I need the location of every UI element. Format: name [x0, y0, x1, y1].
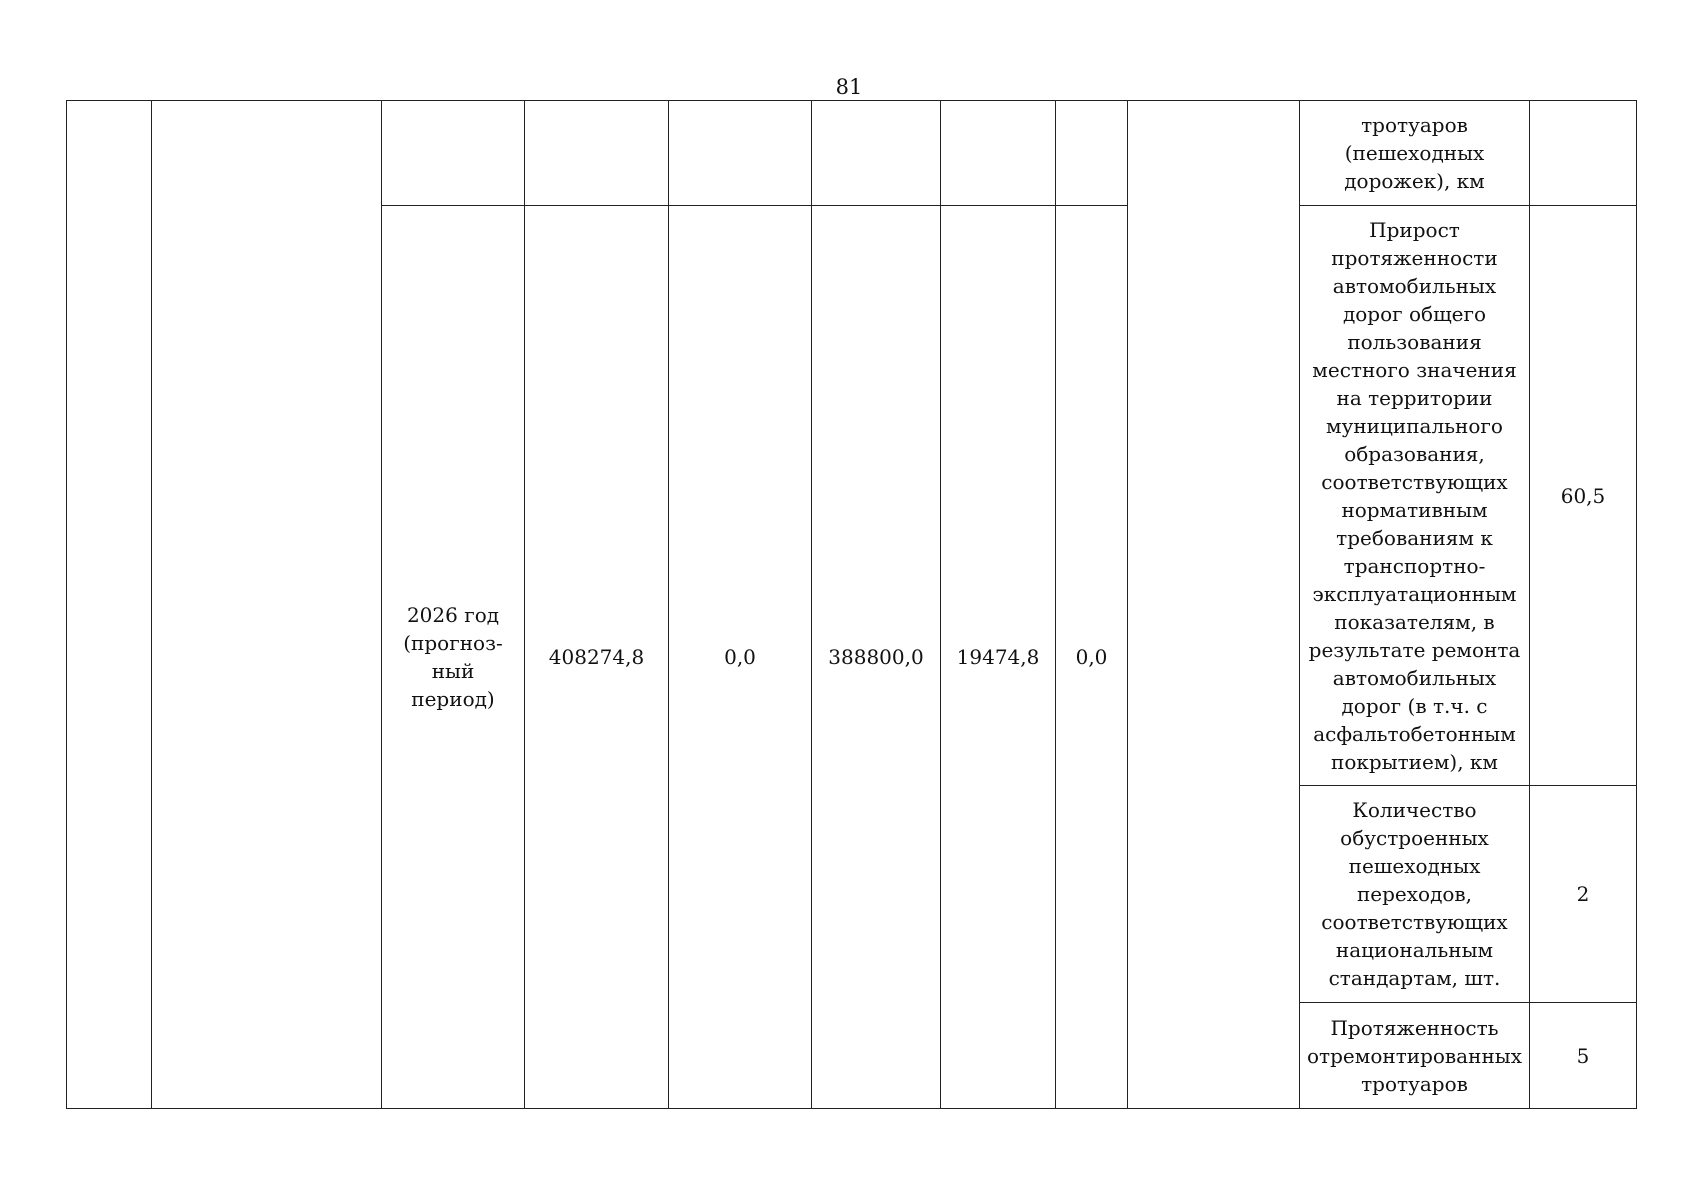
executor-cell	[1128, 101, 1300, 1109]
total-cell-prev	[525, 101, 669, 206]
other-cell-prev	[1056, 101, 1128, 206]
federal-cell-prev	[669, 101, 812, 206]
indicator-value-cell: 60,5	[1530, 206, 1637, 786]
total-cell: 408274,8	[525, 206, 669, 1109]
other-cell: 0,0	[1056, 206, 1128, 1109]
number-cell	[67, 101, 152, 1109]
indicator-name-cell: Прирост протяженности автомобильных дорог общего пользования местного значения на территории муниципального образования, соответствующих нормативным требованиям к транспортно- эксплуатационным показателям, в результате ремонта автомобильных дорог (в т.ч. с асфальтобетонным покрытием), км	[1300, 206, 1530, 786]
table-row	[67, 101, 1637, 206]
event-name-cell	[152, 101, 382, 1109]
period-cell-prev	[382, 101, 525, 206]
page-number: 81	[835, 75, 863, 99]
indicator-value-cell: 5	[1530, 1003, 1637, 1109]
indicator-value-cell: 2	[1530, 786, 1637, 1003]
local-cell: 19474,8	[941, 206, 1056, 1109]
indicator-value-cell	[1530, 101, 1637, 206]
local-cell-prev	[941, 101, 1056, 206]
period-cell: 2026 год (прогноз- ный период)	[382, 206, 525, 1109]
regional-cell: 388800,0	[812, 206, 941, 1109]
indicator-name-cell: Количество обустроенных пешеходных переходов, соответствующих национальным стандартам, шт.	[1300, 786, 1530, 1003]
indicator-name-cell: Протяженность отремонтированных тротуаров	[1300, 1003, 1530, 1109]
indicator-name-cell: тротуаров (пешеходных дорожек), км	[1300, 101, 1530, 206]
regional-cell-prev	[812, 101, 941, 206]
federal-cell: 0,0	[669, 206, 812, 1109]
program-funding-table	[66, 100, 1637, 1109]
